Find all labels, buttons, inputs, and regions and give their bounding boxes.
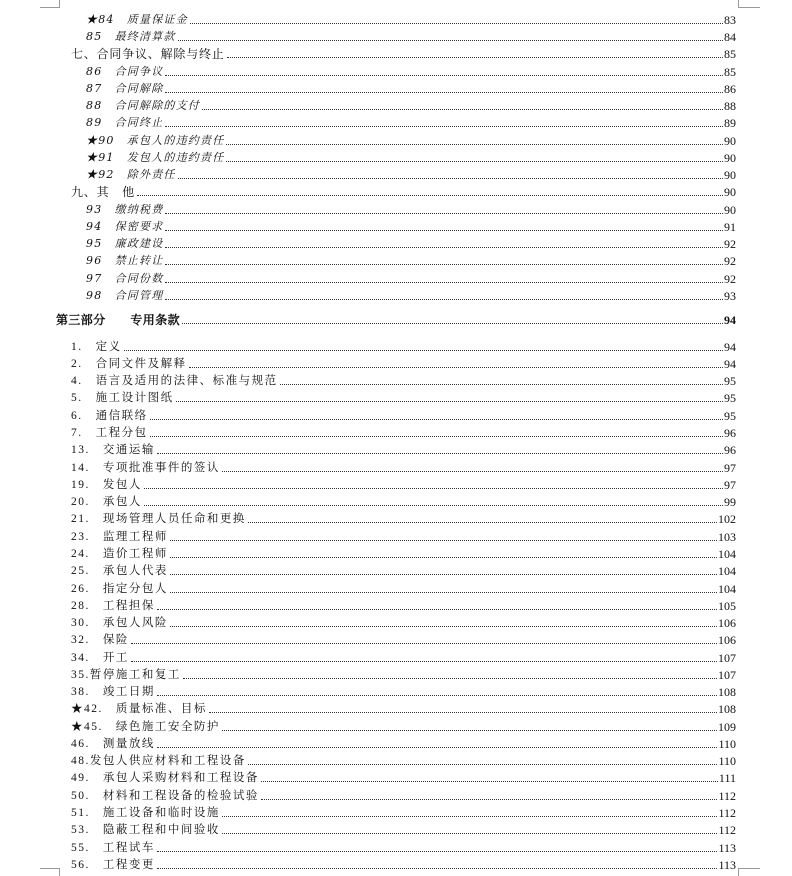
page-corner-mark [738, 0, 760, 8]
toc-entry-title: 35.暂停施工和复工 [71, 669, 181, 681]
toc-page-number: 104 [718, 564, 736, 578]
toc-entry[interactable] [71, 716, 736, 734]
toc-entry-title: 2. 合同文件及解释 [71, 358, 187, 370]
toc-dot-leader [226, 161, 723, 162]
toc-page-number: 104 [718, 547, 736, 561]
toc-entry-title: 21. 现场管理人员任命和更换 [71, 513, 246, 525]
toc-dot-leader [165, 92, 723, 93]
toc-page-number: 107 [718, 651, 736, 665]
toc-entry-title: 89 合同终止 [86, 116, 164, 129]
toc-entry-title: 4. 语言及适用的法律、标准与规范 [71, 375, 278, 387]
toc-page-number: 112 [718, 789, 736, 803]
toc-page-number: 95 [724, 391, 736, 405]
toc-entry-title: 50. 材料和工程设备的检验试验 [71, 790, 259, 802]
toc-entry[interactable] [86, 9, 736, 27]
toc-entry[interactable] [71, 767, 736, 785]
toc-entry[interactable] [86, 164, 736, 182]
toc-entry[interactable] [71, 612, 736, 630]
toc-page-number: 95 [724, 409, 736, 423]
toc-entry[interactable] [86, 233, 736, 251]
toc-entry-title: ★42. 质量标准、目标 [71, 703, 207, 715]
toc-entry[interactable] [71, 629, 736, 647]
toc-dot-leader [157, 851, 718, 852]
toc-entry-title: 七、合同争议、解除与终止 [71, 47, 225, 61]
toc-dot-leader [165, 75, 723, 76]
toc-dot-leader [165, 247, 723, 248]
toc-entry-title: 19. 发包人 [71, 479, 142, 491]
toc-entry-title: 53. 隐蔽工程和中间验收 [71, 824, 220, 836]
toc-entry[interactable] [86, 95, 736, 113]
toc-entry[interactable] [71, 698, 736, 716]
toc-entry-title: 94 保密要求 [86, 220, 164, 233]
toc-dot-leader [176, 401, 723, 402]
toc-entry[interactable] [71, 664, 736, 682]
toc-page-number: 97 [724, 478, 736, 492]
toc-entry[interactable] [86, 250, 736, 268]
toc-dot-leader [165, 299, 723, 300]
toc-entry[interactable] [71, 353, 736, 371]
toc-dot-leader [170, 557, 717, 558]
toc-entry[interactable] [71, 733, 736, 751]
toc-dot-leader [170, 626, 717, 627]
toc-entry[interactable] [71, 181, 736, 199]
toc-page-number: 109 [718, 720, 736, 734]
toc-entry-title: 34. 开工 [71, 652, 129, 664]
toc-entry[interactable] [71, 439, 736, 457]
toc-entry-title: 25. 承包人代表 [71, 565, 168, 577]
toc-dot-leader [124, 350, 723, 351]
toc-entry-title: 98 合同管理 [86, 289, 164, 302]
toc-entry[interactable] [86, 147, 736, 165]
toc-dot-leader [222, 471, 723, 472]
toc-entry-title: ★84 质量保证金 [86, 13, 188, 26]
toc-dot-leader [150, 419, 723, 420]
toc-page-number: 105 [718, 599, 736, 613]
toc-dot-leader [222, 833, 718, 834]
toc-entry-title: 85 最终清算款 [86, 30, 176, 43]
toc-entry[interactable] [86, 112, 736, 130]
toc-dot-leader [227, 57, 723, 58]
page-corner-mark [40, 0, 60, 8]
toc-entry-title: 56. 工程变更 [71, 859, 155, 871]
toc-entry-title: 86 合同争议 [86, 65, 164, 78]
toc-page-number: 106 [718, 616, 736, 630]
toc-entry[interactable] [71, 681, 736, 699]
toc-entry[interactable] [86, 216, 736, 234]
toc-page-number: 85 [724, 47, 736, 61]
toc-page-number: 96 [724, 426, 736, 440]
toc-entry-title: 7. 工程分包 [71, 427, 148, 439]
toc-entry[interactable] [71, 543, 736, 561]
toc-entry-title: 48.发包人供应材料和工程设备 [71, 755, 246, 767]
toc-entry-title: 九、其 他 [71, 185, 136, 199]
toc-dot-leader [165, 282, 723, 283]
toc-entry[interactable] [86, 78, 736, 96]
toc-page-number: 89 [724, 116, 736, 130]
toc-dot-leader [222, 816, 718, 817]
toc-entry[interactable] [71, 336, 736, 354]
toc-dot-leader [182, 323, 723, 324]
toc-entry-title: 49. 承包人采购材料和工程设备 [71, 772, 259, 784]
toc-entry-title: 第三部分 专用条款 [56, 313, 181, 327]
toc-dot-leader [157, 868, 718, 869]
toc-dot-leader [222, 730, 717, 731]
toc-page-number: 93 [724, 289, 736, 303]
toc-page-number: 91 [724, 220, 736, 234]
toc-dot-leader [190, 23, 723, 24]
toc-page-number: 90 [724, 151, 736, 165]
toc-dot-leader [165, 230, 723, 231]
toc-entry-title: 38. 竣工日期 [71, 686, 155, 698]
toc-entry-title: 13. 交通运输 [71, 444, 155, 456]
toc-entry-title: 51. 施工设备和临时设施 [71, 807, 220, 819]
toc-entry[interactable] [71, 387, 736, 405]
toc-page-number: 103 [718, 530, 736, 544]
toc-entry-title: 6. 通信联络 [71, 410, 148, 422]
toc-entry-title: ★90 承包人的违约责任 [86, 134, 225, 147]
toc-page-number: 92 [724, 272, 736, 286]
toc-dot-leader [189, 367, 723, 368]
toc-entry-title: ★45. 绿色施工安全防护 [71, 721, 220, 733]
toc-dot-leader [165, 126, 723, 127]
toc-dot-leader [165, 213, 723, 214]
toc-entry[interactable] [71, 578, 736, 596]
toc-entry[interactable] [56, 309, 736, 327]
toc-entry[interactable] [71, 405, 736, 423]
toc-entry[interactable] [71, 560, 736, 578]
toc-entry[interactable] [71, 595, 736, 613]
toc-page-number: 110 [718, 754, 736, 768]
toc-entry[interactable] [71, 526, 736, 544]
toc-entry[interactable] [86, 61, 736, 79]
toc-dot-leader [144, 505, 723, 506]
toc-page-number: 112 [718, 823, 736, 837]
toc-page-number: 107 [718, 668, 736, 682]
toc-entry-title: 95 廉政建设 [86, 237, 164, 250]
toc-page-number: 99 [724, 495, 736, 509]
toc-page-number: 88 [724, 99, 736, 113]
toc-entry[interactable] [71, 491, 736, 509]
toc-dot-leader [209, 712, 717, 713]
toc-dot-leader [157, 453, 723, 454]
toc-dot-leader [131, 661, 717, 662]
toc-page-number: 102 [718, 512, 736, 526]
toc-entry[interactable] [71, 750, 736, 768]
toc-page-number: 85 [724, 65, 736, 79]
toc-entry-title: ★92 除外责任 [86, 168, 176, 181]
toc-dot-leader [157, 695, 717, 696]
toc-page-number: 90 [724, 185, 736, 199]
toc-entry[interactable] [71, 474, 736, 492]
toc-dot-leader [261, 799, 718, 800]
toc-dot-leader [165, 264, 723, 265]
toc-entry-title: 88 合同解除的支付 [86, 99, 200, 112]
toc-entry-title: 28. 工程担保 [71, 600, 155, 612]
toc-entry-title: 30. 承包人风险 [71, 617, 168, 629]
toc-page-number: 94 [724, 357, 736, 371]
toc-page-number: 94 [724, 313, 736, 327]
toc-page-number: 95 [724, 374, 736, 388]
toc-entry-title: 32. 保险 [71, 634, 129, 646]
toc-dot-leader [157, 609, 717, 610]
toc-entry[interactable] [86, 130, 736, 148]
toc-entry[interactable] [86, 268, 736, 286]
toc-page-number: 108 [718, 702, 736, 716]
toc-page-number: 90 [724, 168, 736, 182]
toc-page-number: 83 [724, 13, 736, 27]
toc-dot-leader [280, 384, 723, 385]
toc-dot-leader [150, 436, 723, 437]
toc-entry-title: 97 合同份数 [86, 272, 164, 285]
toc-entry-title: 46. 测量放线 [71, 738, 155, 750]
toc-entry[interactable] [86, 199, 736, 217]
toc-entry[interactable] [71, 854, 736, 872]
toc-dot-leader [183, 678, 717, 679]
toc-entry-title: 87 合同解除 [86, 82, 164, 95]
toc-entry-title: 93 缴纳税费 [86, 203, 164, 216]
toc-page-number: 90 [724, 134, 736, 148]
toc-page-number: 104 [718, 582, 736, 596]
toc-entry-title: ★91 发包人的违约责任 [86, 151, 225, 164]
toc-entry-title: 20. 承包人 [71, 496, 142, 508]
toc-page-number: 92 [724, 237, 736, 251]
toc-page-number: 112 [718, 806, 736, 820]
toc-entry[interactable] [71, 457, 736, 475]
toc-page-number: 110 [718, 737, 736, 751]
toc-entry-title: 55. 工程试车 [71, 842, 155, 854]
toc-entry-title: 14. 专项批准事件的签认 [71, 462, 220, 474]
toc-dot-leader [170, 574, 717, 575]
toc-entry-title: 24. 造价工程师 [71, 548, 168, 560]
toc-entry[interactable] [71, 370, 736, 388]
toc-entry[interactable] [71, 819, 736, 837]
toc-page-number: 108 [718, 685, 736, 699]
toc-entry-title: 23. 监理工程师 [71, 531, 168, 543]
toc-dot-leader [248, 522, 717, 523]
toc-dot-leader [170, 592, 717, 593]
toc-entry[interactable] [71, 647, 736, 665]
toc-page-number: 90 [724, 203, 736, 217]
toc-page-number: 84 [724, 30, 736, 44]
toc-entry-title: 5. 施工设计图纸 [71, 392, 174, 404]
toc-entry[interactable] [71, 43, 736, 61]
toc-dot-leader [178, 178, 723, 179]
toc-page-number: 113 [718, 858, 736, 872]
toc-dot-leader [144, 488, 723, 489]
toc-entry[interactable] [86, 285, 736, 303]
toc-dot-leader [157, 747, 718, 748]
toc-entry[interactable] [71, 837, 736, 855]
toc-dot-leader [248, 764, 718, 765]
toc-dot-leader [226, 144, 723, 145]
toc-page-number: 113 [718, 841, 736, 855]
toc-dot-leader [131, 643, 717, 644]
toc-dot-leader [261, 781, 718, 782]
toc-entry-title: 26. 指定分包人 [71, 583, 168, 595]
toc-entry[interactable] [86, 26, 736, 44]
toc-page-number: 106 [718, 633, 736, 647]
toc-entry[interactable] [71, 422, 736, 440]
toc-entry[interactable] [71, 802, 736, 820]
toc-entry[interactable] [71, 785, 736, 803]
toc-entry-title: 96 禁止转让 [86, 254, 164, 267]
toc-page-number: 97 [724, 461, 736, 475]
toc-page-number: 92 [724, 254, 736, 268]
toc-dot-leader [170, 540, 717, 541]
toc-page-number: 94 [724, 340, 736, 354]
toc-entry[interactable] [71, 508, 736, 526]
toc-entry-title: 1. 定义 [71, 341, 122, 353]
toc-page-number: 111 [718, 771, 736, 785]
toc-page-number: 96 [724, 443, 736, 457]
toc-page-number: 86 [724, 82, 736, 96]
toc-dot-leader [137, 195, 723, 196]
toc-dot-leader [202, 109, 723, 110]
toc-dot-leader [178, 40, 723, 41]
